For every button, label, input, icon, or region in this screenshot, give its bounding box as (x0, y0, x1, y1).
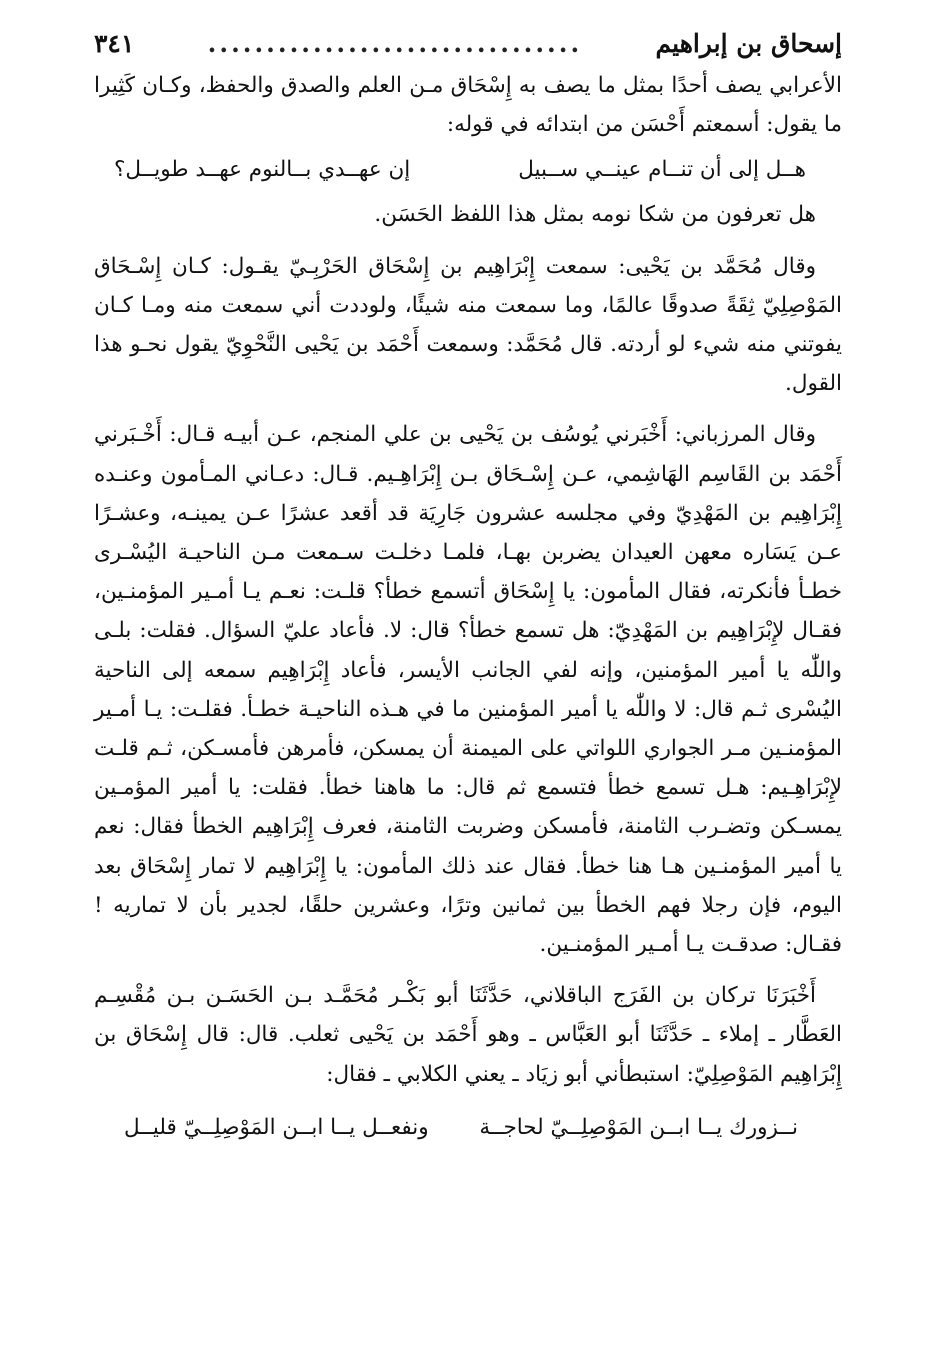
paragraph: وقال مُحَمَّد بن يَحْيى: سمعت إِبْرَاهِيم بن إِسْحَاق الحَرْبِـيّ يقـول: كـان إِسْـحَاق المَوْصِلِيّ ثِقَةً صدوقًا عالمًا، وما سمعت منه شيئًا، ولوددت أني سمعت منه ومـا كـان يفوتني منه شيء لو أردته. قال مُحَمَّد: وسمعت أَحْمَد بن يَحْيى النَّحْوِيّ يقول نحـو هذا القول. (94, 253, 842, 397)
verse-second-hemistich: ونفعــل يــا ابــن المَوْصِلِــيّ قليــل (124, 1114, 429, 1140)
paragraph: الأعرابي يصف أحدًا بمثل ما يصف به إِسْحَاق مـن العلم والصدق والحفظ، وكـان كَثِيرا ما يقول: أسمعتم أَحْسَن من ابتدائه في قوله: (94, 73, 842, 138)
paragraph: وقال المرزباني: أَخْبَرني يُوسُف بن يَحْيى بن علي المنجم، عـن أبيـه قـال: أَخْـبَرني أَحْمَد بن القَاسِم الهَاشِمي، عـن إِسْـحَاق بـن إِبْرَاهِـيم. قـال: دعـاني المـأمون وعنـده إِبْرَاهِيم بن المَهْدِيّ وفي مجلسه عشرون جَارِيَة قد أقعد عشرًا عـن يمينـه، وعشـرًا عـن يَسَاره معهن العيدان يضربن بهـا، فلمـا دخلـت سـمعت مـن الناحيـة اليُسْـرى خطـأ فأنكرته، فقال المأمون: يا إِسْحَاق أتسمع خطأ؟ قلـت: نعـم يـا أمـير المؤمنـين، فقـال لإِبْرَاهِيم بن المَهْدِيّ: هل تسمع خطأ؟ قال: لا. فأعاد عليّ السؤال. فقلت: بلـى واللّٰه يا أمير المؤمنين، وإنه لفي الجانب الأيسر، فأعاد إِبْرَاهِيم سمعه إلى الناحية اليُسْرى ثـم قال: لا واللّٰه يا أمير المؤمنين ما في هـذه الناحيـة خطـأ. فقلـت: يـا أمـير المؤمنـين مـر الجواري اللواتي على الميمنة أن يمسكن، فأمرهن فأمسـكن، ثـم قلـت لإِبْرَاهِـيم: هـل تسمع خطأ فتسمع ثم قال: ما هاهنا خطأ. فقلت: يا أمير المؤمـين يمسـكن وتضـرب الثامنة، فأمسكن وضربت الثامنة، فعرف إِبْرَاهِيم الخطأ فقال: نعم يا أمير المؤمنـين هـا هنا خطأ. فقال عند ذلك المأمون: يا إِبْرَاهِيم لا تمار إِسْحَاق بعد اليوم، فإن رجلا فهم الخطأ بين ثمانين وترًا، وعشرين حلقًا، لجدير بأن لا تماريه ! فقـال: صدقـت يـا أمـير المؤمنـين. (94, 422, 842, 958)
paragraph: هل تعرفون من شكا نومه بمثل هذا اللفظ الحَسَن. (374, 202, 816, 228)
running-header (94, 26, 842, 62)
page-number: ٣٤١ (94, 29, 135, 58)
verse-second-hemistich: إن عهــدي بــالنوم عهــد طويــل؟ (114, 157, 411, 183)
leader-dots: ................................ (207, 29, 583, 58)
verse-first-hemistich: هــل إلى أن تنــام عينــي ســبيل (518, 157, 806, 183)
poem-verse (94, 1094, 842, 1161)
chapter-title: إسحاق بن إبراهيم (655, 29, 842, 58)
paragraph: أَخْبَرَنَا تركان بن الفَرَج الباقلاني، حَدَّثَنَا أبو بَكْـر مُحَمَّـد بـن الحَسَـن بـن مُقْسِـم العَطَّار ـ إملاء ـ حَدَّثَنَا أبو العَبَّاس ـ وهو أَحْمَد بن يَحْيى ثعلب. قال: قال إِسْحَاق بن إِبْرَاهِيم المَوْصِلِيّ: استبطأني أبو زيَاد ـ يعني الكلابي ـ فقال: (94, 983, 842, 1087)
verse-first-hemistich: نــزورك يــا ابــن المَوْصِلِــيّ لحاجــة (479, 1114, 798, 1140)
poem-verse (94, 144, 842, 195)
